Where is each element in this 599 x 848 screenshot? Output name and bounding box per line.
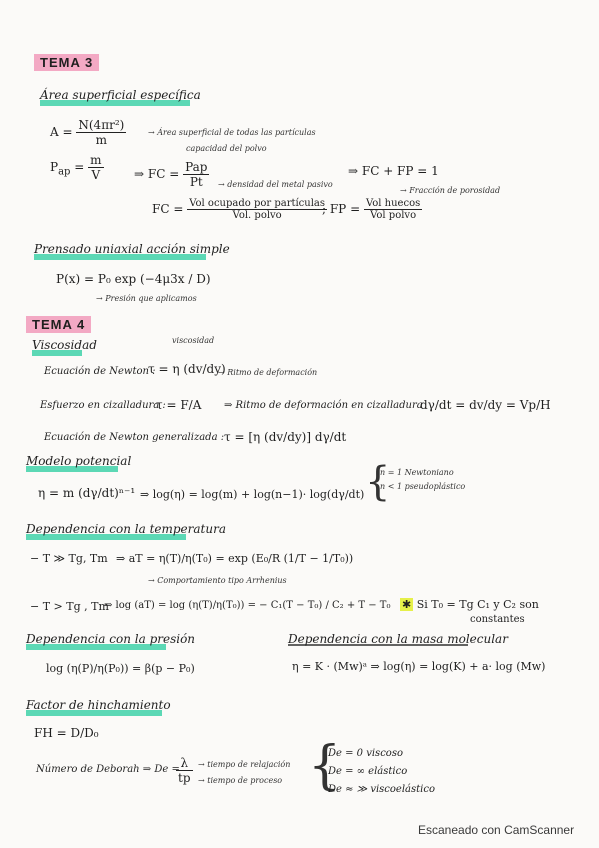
relaxation-time-note: → tiempo de relajación xyxy=(198,760,291,769)
power-model-equation: η = m (dγ/dt)ⁿ⁻¹ xyxy=(38,486,136,500)
fp-volume-equation: ; FP = $\frac{\text{Vol huecos}}{\text{Vol polvo}}$ xyxy=(322,198,421,221)
wlf-note: ✱ Si T₀ = Tg C₁ y C₂ son xyxy=(402,598,539,611)
deborah-label: Número de Deborah ⇒ De = xyxy=(36,764,180,775)
fc-volume-equation: FC = $\frac{\text{Vol ocupado por partículas}}{\text{Vol. polvo}}$ xyxy=(152,198,326,221)
wlf-note-constants: constantes xyxy=(470,614,525,625)
arrhenius-note: → Comportamiento tipo Arrhenius xyxy=(148,576,287,585)
viscosity-label-note: viscosidad xyxy=(172,336,215,345)
section-molecular-mass-title: Dependencia con la masa molecular xyxy=(288,632,508,646)
deborah-fraction: $\frac{\lambda}{tp}$ xyxy=(178,756,191,785)
area-note: → Área superficial de todas las partículas xyxy=(148,128,316,137)
section-viscosity-title: Viscosidad xyxy=(32,338,97,352)
camscanner-watermark: Escaneado con CamScanner xyxy=(418,823,575,837)
deborah-case-elastic: De = ∞ elástico xyxy=(328,766,408,777)
deborah-case-viscous: De = 0 viscoso xyxy=(328,748,403,759)
temperature-condition-1: − T ≫ Tg, Tm xyxy=(30,552,108,565)
tema-3-heading: TEMA 3 xyxy=(34,54,99,71)
pressing-equation: P(x) = P₀ exp (−4μ3x / D) xyxy=(56,272,211,286)
tema-4-heading: TEMA 4 xyxy=(26,316,91,333)
shear-equation: τ = F/A xyxy=(156,398,202,412)
shear-label: Esfuerzo en cizalladura : xyxy=(40,400,166,411)
pressure-equation: log (η(P)/η(P₀)) = β(p − P₀) xyxy=(46,662,195,675)
section-temperature-title: Dependencia con la temperatura xyxy=(26,522,226,536)
area-equation: A = $\frac{\text{N(4πr²)}}{m}$ xyxy=(50,118,125,147)
wlf-equation: ⇒ log (aT) = log (η(T)/η(T₀)) = − C₁(T − T₀) / C₂ + T − T₀ xyxy=(104,600,391,611)
fc-equation: ⇒ FC = $\frac{\text{Pap}}{Pt}$ xyxy=(134,160,208,189)
newton-label: Ecuación de Newton : xyxy=(44,366,156,377)
section-area-title: Área superficial específica xyxy=(40,88,201,102)
pap-equation: $P_{ap}$ = $\frac{m}{V}$ xyxy=(50,153,102,182)
generalized-newton-equation: τ = [η (dv/dy)] dγ/dt xyxy=(224,430,347,444)
newton-note: → Ritmo de deformación xyxy=(218,368,318,377)
pseudoplastic-case: n < 1 pseudoplástico xyxy=(380,482,466,491)
newtonian-case: n = 1 Newtoniano xyxy=(380,468,454,477)
shear-arrow-text: ⇒ Ritmo de deformación en cizalladura xyxy=(224,400,423,411)
temperature-condition-2: − T > Tg , Tm xyxy=(30,600,109,613)
section-swelling-title: Factor de hinchamiento xyxy=(26,698,171,712)
power-model-log-equation: ⇒ log(η) = log(m) + log(n−1)· log(dγ/dt) xyxy=(140,488,365,501)
density-note: → densidad del metal pasivo xyxy=(218,180,333,189)
process-time-note: → tiempo de proceso xyxy=(198,776,283,785)
section-pressing-title: Prensado uniaxial acción simple xyxy=(34,242,230,256)
generalized-newton-label: Ecuación de Newton generalizada : xyxy=(44,432,225,443)
pressing-note: → Presión que aplicamos xyxy=(96,294,197,303)
section-power-model-title: Modelo potencial xyxy=(26,454,132,468)
arrhenius-equation: ⇒ aT = η(T)/η(T₀) = exp (E₀/R (1/T − 1/T₀)) xyxy=(116,552,354,565)
molecular-mass-equation: η = K · (Mw)ᵃ ⇒ log(η) = log(K) + a· log (Mw) xyxy=(292,660,546,673)
deborah-case-viscoelastic: De ≈ ≫ viscoelástico xyxy=(328,784,435,795)
shear-rhs-equation: dγ/dt = dv/dy = Vp/H xyxy=(420,398,551,412)
porosity-note: → Fracción de porosidad xyxy=(400,186,501,195)
newton-equation: τ = η (dv/dy) xyxy=(148,362,226,376)
star-icon: ✱ xyxy=(402,598,412,611)
section-pressure-title: Dependencia con la presión xyxy=(26,632,196,646)
fc-fp-sum: ⇒ FC + FP = 1 xyxy=(348,164,439,178)
swelling-equation: FH = D/D₀ xyxy=(34,726,99,740)
capacity-note: capacidad del polvo xyxy=(186,144,267,153)
